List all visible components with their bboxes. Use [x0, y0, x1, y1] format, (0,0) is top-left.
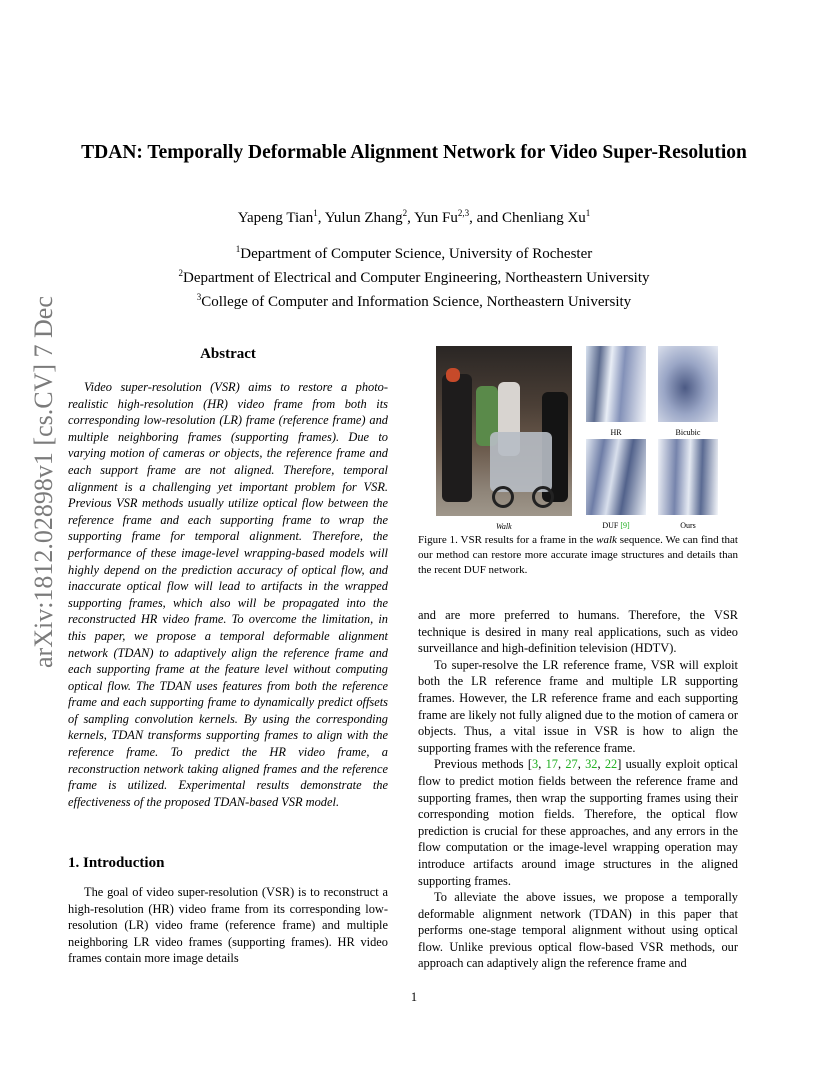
citation-separator: , — [597, 757, 605, 772]
affiliation-list — [0, 240, 828, 312]
affiliation-text: Department of Electrical and Computer Engineering, Northeastern University — [182, 270, 650, 286]
citation-link[interactable]: 17 — [545, 757, 558, 772]
ours-label: Ours — [680, 521, 696, 530]
paragraph: To super-resolve the LR reference frame, VSR will exploit both the LR reference frame and multiple LR supporting frames. However, the LR reference frame and each supporting frame are likely not fully aligned due to the motion of camera or objects. Thus, a vital issue in VSR is how to align the supporting frames with the reference frame. — [418, 657, 738, 755]
wheel-shape — [492, 486, 514, 508]
author-separator: , and — [469, 210, 503, 226]
person-figure — [442, 374, 472, 502]
figure-caption — [418, 533, 738, 579]
bicubic-crop-image — [658, 346, 718, 422]
caption-suffix: sequence. We can find that our method can restore more accurate image structures and details than the recent DUF network. — [418, 534, 738, 577]
paragraph: To alleviate the above issues, we propose a temporally deformable alignment network (TDAN) in this paper that performs one-stage temporal alignment without using optical flow. Unlike previous optical flow-based VSR methods, our approach can adaptively align the reference frame and — [418, 890, 738, 971]
stroller-shape — [490, 432, 552, 492]
duf-crop-image — [586, 439, 646, 515]
hr-crop-image — [586, 346, 646, 422]
author: Yulun Zhang — [324, 210, 403, 226]
walk-label: Walk — [496, 522, 512, 531]
caption-prefix: Figure 1. VSR results for a frame in the — [418, 534, 597, 546]
duf-label-text: DUF — [602, 521, 621, 530]
arxiv-stamp-text: arXiv:1812.02898v1 [cs.CV] 7 Dec 2018 — [29, 290, 58, 668]
author-list — [0, 208, 828, 227]
page-number: 1 — [410, 990, 418, 1004]
author-superscript: 2,3 — [457, 208, 470, 218]
paper-title: TDAN: Temporally Deformable Alignment Network for Video Super-Resolution — [81, 142, 747, 163]
paragraph-text: ] usually exploit optical flow to predict motion fields between the reference frame and supporting frames, then wrap the supporting frames using their corresponding motion fields. Therefore, the optical flow prediction is crucial for these approaches, and any errors in the flow computation or the image-level wrapping operation may introduce artifacts around image structures in the aligned supporting frames. — [418, 757, 739, 888]
abstract-heading: Abstract — [200, 346, 256, 362]
affiliation-superscript: 2 — [178, 268, 183, 278]
author-superscript: 1 — [585, 208, 591, 218]
affiliation-text: Department of Computer Science, University of Rochester — [240, 246, 593, 262]
affiliation-superscript: 3 — [196, 292, 202, 302]
paragraph: and are more preferred to humans. Therefore, the VSR technique is desired in many real applications, such as video surveillance and high-definition television (HDTV). — [418, 608, 738, 656]
affiliation — [0, 240, 828, 264]
citation-separator: , — [557, 757, 566, 772]
caption-italic: walk — [596, 534, 617, 546]
abstract-text: Video super-resolution (VSR) aims to restore a photo-realistic high-resolution (HR) video frame from both its corresponding low-resolution (LR) frame (reference frame) and multiple neighboring frames (supporting frames). Due to varying motion of cameras or objects, the reference frame and each support frame are not aligned. Therefore, temporal alignment is a challenging yet important problem for VSR. Previous VSR methods usually utilize optical flow between the reference frame and each supporting frame to wrap the supporting frame for temporal alignment. Therefore, the performance of these image-level wrapping-based models will highly depend on the prediction accuracy of optical flow, and inaccurate optical flow will lead to artifacts in the wrapped supporting frames, which also will be propagated into the reconstructed HR video frame. To overcome the limitation, in this paper, we propose a temporal deformable alignment network (TDAN) to adaptively align the reference frame and each supporting frame at the feature level without computing optical flow. The TDAN uses features from both the reference frame and each supporting frame to dynamically predict offsets of sampling convolution kernels. By using the corresponding kernels, TDAN transforms supporting frames to align with the reference frame. To predict the HR video frame, a reconstruction network taking aligned frames and the reference frame is utilized. Experimental results demonstrate the effectiveness of the proposed TDAN-based VSR model. — [68, 380, 388, 809]
author-separator: , — [317, 210, 325, 226]
hat-shape — [446, 368, 460, 382]
affiliation — [0, 264, 828, 288]
author: Yun Fu — [414, 210, 458, 226]
ours-crop-image — [658, 439, 718, 515]
figure-1 — [418, 346, 738, 532]
affiliation-superscript: 1 — [235, 244, 241, 254]
affiliation — [0, 288, 828, 312]
author: Chenliang Xu — [502, 210, 586, 226]
citation-link[interactable]: 22 — [604, 757, 618, 772]
hr-label: HR — [610, 428, 622, 437]
paragraph — [418, 756, 738, 889]
citation-link[interactable]: 27 — [565, 757, 578, 772]
bicubic-label: Bicubic — [675, 428, 701, 437]
citation-link[interactable]: [9] — [620, 521, 630, 530]
duf-label — [586, 521, 646, 530]
author: Yapeng Tian — [237, 210, 314, 226]
introduction-text: The goal of video super-resolution (VSR) is to reconstruct a high-resolution (HR) video frame from its corresponding low-resolution (LR) video frame (reference frame) and multiple neighboring LR video frames (supporting frames). HR video frames contain more image details — [68, 885, 388, 966]
introduction-heading: 1. Introduction — [68, 855, 165, 871]
citation-link[interactable]: 32 — [585, 757, 598, 772]
author-superscript: 2 — [402, 208, 408, 218]
citation-separator: , — [538, 757, 546, 772]
author-superscript: 1 — [313, 208, 318, 218]
walk-frame-image — [436, 346, 572, 516]
right-column-text — [418, 607, 738, 972]
paragraph-text: Previous methods [ — [434, 757, 532, 772]
author-separator: , — [407, 210, 415, 226]
wheel-shape — [532, 486, 554, 508]
citation-link[interactable]: 3 — [532, 757, 539, 772]
arxiv-stamp — [20, 290, 62, 670]
affiliation-text: College of Computer and Information Science, Northeastern University — [201, 294, 632, 310]
citation-separator: , — [577, 757, 586, 772]
